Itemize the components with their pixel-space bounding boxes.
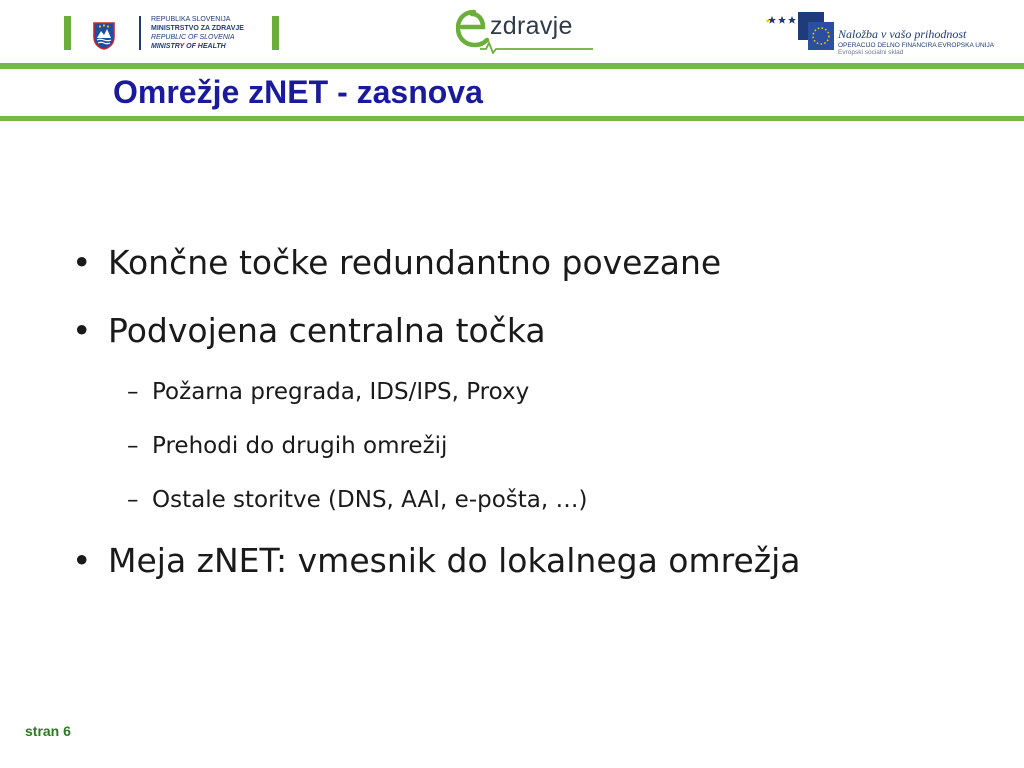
ministry-line-2: MINISTRSTVO ZA ZDRAVJE [151, 25, 244, 32]
sub-bullet-item [127, 487, 588, 513]
title-rule-bottom [0, 116, 1024, 121]
eu-subline-2: Evropski socialni sklad [838, 49, 904, 56]
bullet-item [72, 311, 546, 350]
bullet-marker: • [72, 541, 92, 580]
ministry-line-1: REPUBLIKA SLOVENIJA [151, 16, 231, 23]
sub-bullet-text: Požarna pregrada, IDS/IPS, Proxy [152, 379, 530, 405]
sub-bullet-marker: – [127, 379, 139, 405]
eu-subline-1: OPERACIJO DELNO FINANCIRA EVROPSKA UNIJA [838, 42, 995, 49]
logo-green-bar-right [272, 16, 279, 50]
sub-bullet-item [127, 433, 447, 459]
ministry-line-4: MINISTRY OF HEALTH [151, 43, 226, 50]
ministry-line-3: REPUBLIC OF SLOVENIA [151, 34, 235, 41]
sub-bullet-marker: – [127, 487, 139, 513]
sub-bullet-marker: – [127, 433, 139, 459]
sub-bullet-text: Ostale storitve (DNS, AAI, e-pošta, …) [152, 487, 588, 513]
ministry-divider [139, 16, 141, 50]
slide-title: Omrežje zNET - zasnova [113, 74, 483, 110]
eu-subline [838, 42, 994, 56]
eu-tagline: Naložba v vašo prihodnost [838, 27, 967, 41]
title-rule-top [0, 63, 1024, 69]
sub-bullet-item [127, 379, 529, 405]
page-number: stran 6 [25, 723, 71, 739]
bullet-item [72, 243, 721, 282]
bullet-item [72, 541, 800, 580]
bullet-marker: • [72, 243, 92, 282]
bullet-text: Meja zNET: vmesnik do lokalnega omrežja [108, 541, 801, 580]
bullet-text: Podvojena centralna točka [108, 311, 546, 350]
ministry-name [151, 15, 244, 51]
logo-green-bar-left [64, 16, 71, 50]
slovenia-coat-of-arms-icon [93, 22, 115, 50]
bullet-text: Končne točke redundantno povezane [108, 243, 722, 282]
sub-bullet-text: Prehodi do drugih omrežij [152, 433, 448, 459]
bullet-marker: • [72, 311, 92, 350]
ezdravje-wordmark: zdravje [490, 12, 573, 40]
